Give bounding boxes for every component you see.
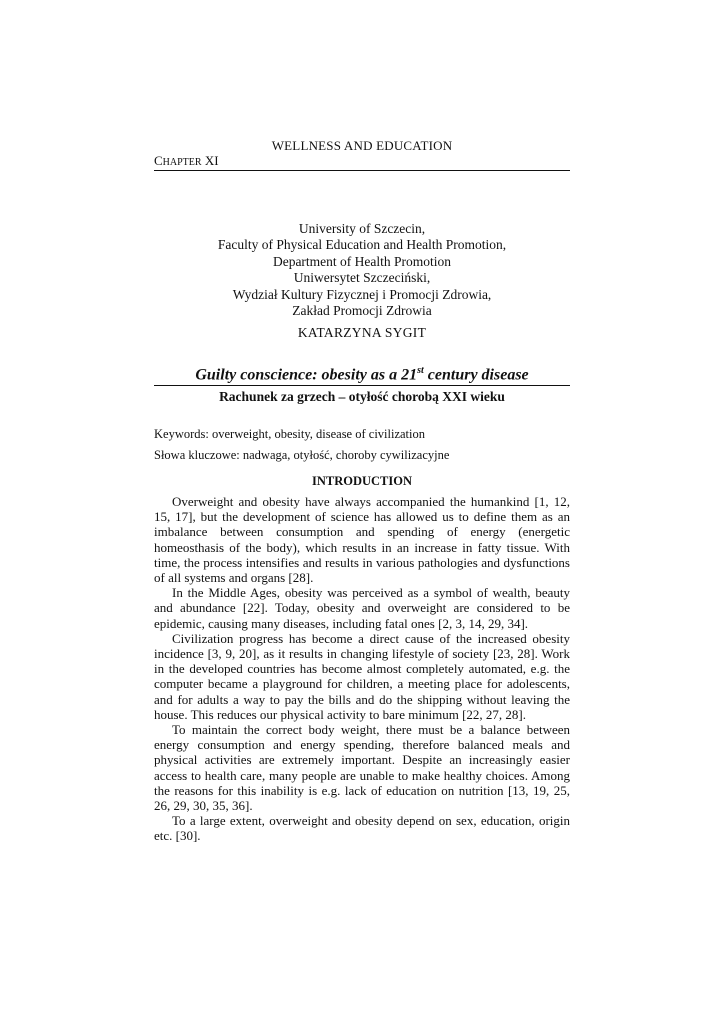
paper-title — [154, 365, 570, 384]
section-heading: INTRODUCTION — [311, 474, 412, 488]
title-main: Guilty conscience: obesity as a 21 — [195, 366, 418, 384]
chapter-word: HAPTER — [162, 157, 202, 168]
chapter-label — [154, 153, 219, 169]
chapter-initial: C — [154, 153, 163, 168]
running-head: WELLNESS AND EDUCATION — [271, 138, 453, 153]
paragraph: To maintain the correct body weight, there must be a balance between energy consumption and energy spending, therefore balanced meals and physical activities are extremely important. Despite an increasingly easier access to health care, many people are unable to make healthy choices. Among the reasons for this inability is e.g. lack of education on nutrition [13, 19, 25, 26, 29, 30, 35, 36]. — [154, 722, 570, 814]
title-end: century disease — [423, 366, 529, 384]
affiliation-line: Wydział Kultury Fizycznej i Promocji Zdrowia, — [232, 286, 492, 302]
affiliation-line: Faculty of Physical Education and Health Promotion, — [217, 237, 507, 253]
keywords-english: Keywords: overweight, obesity, disease of civilization — [154, 427, 425, 441]
affiliation-line: Zakład Promocji Zdrowia — [292, 303, 432, 319]
title-superscript: st — [417, 365, 424, 376]
paragraph: In the Middle Ages, obesity was perceived as a symbol of wealth, beauty and abundance [22]. Today, obesity and overweight are considered to be epidemic, causing many diseases, including fatal ones [2, 3, 14, 29, 34]. — [154, 585, 570, 631]
chapter-number: XI — [201, 153, 219, 168]
paragraph: Overweight and obesity have always accompanied the humankind [1, 12, 15, 17], but the development of science has allowed us to define them as an imbalance between consumption and spending of energy (energetic homeosthasis of the body), which results in an increase in fatty tissue. With time, the process intensifies and results in various pathologies and dysfunctions of all systems and organs [28]. — [154, 494, 570, 586]
affiliation-line: Uniwersytet Szczeciński, — [293, 270, 431, 286]
affiliation-line: University of Szczecin, — [298, 221, 426, 236]
keywords-polish: Słowa kluczowe: nadwaga, otyłość, choroby cywilizacyjne — [154, 448, 450, 462]
author-name: KATARZYNA SYGIT — [297, 325, 427, 340]
paragraph: To a large extent, overweight and obesity depend on sex, education, origin etc. [30]. — [154, 813, 570, 844]
header-rule — [154, 170, 570, 171]
affiliation-line: Department of Health Promotion — [272, 253, 452, 269]
affiliation-block — [154, 221, 570, 319]
body-text — [154, 494, 570, 844]
paper-subtitle: Rachunek za grzech – otyłość chorobą XXI wieku — [219, 389, 505, 404]
paragraph: Civilization progress has become a direct cause of the increased obesity incidence [3, 9, 20], as it results in changing lifestyle of society [23, 28]. Work in the developed countries has become almost completely automated, e.g. the computer became a playground for children, a meeting place for adolescents, and for adults a way to pay the bills and do the shipping without leaving the house. This reduces our physical activity to bare minimum [22, 27, 28]. — [154, 630, 570, 722]
title-rule — [154, 385, 570, 386]
